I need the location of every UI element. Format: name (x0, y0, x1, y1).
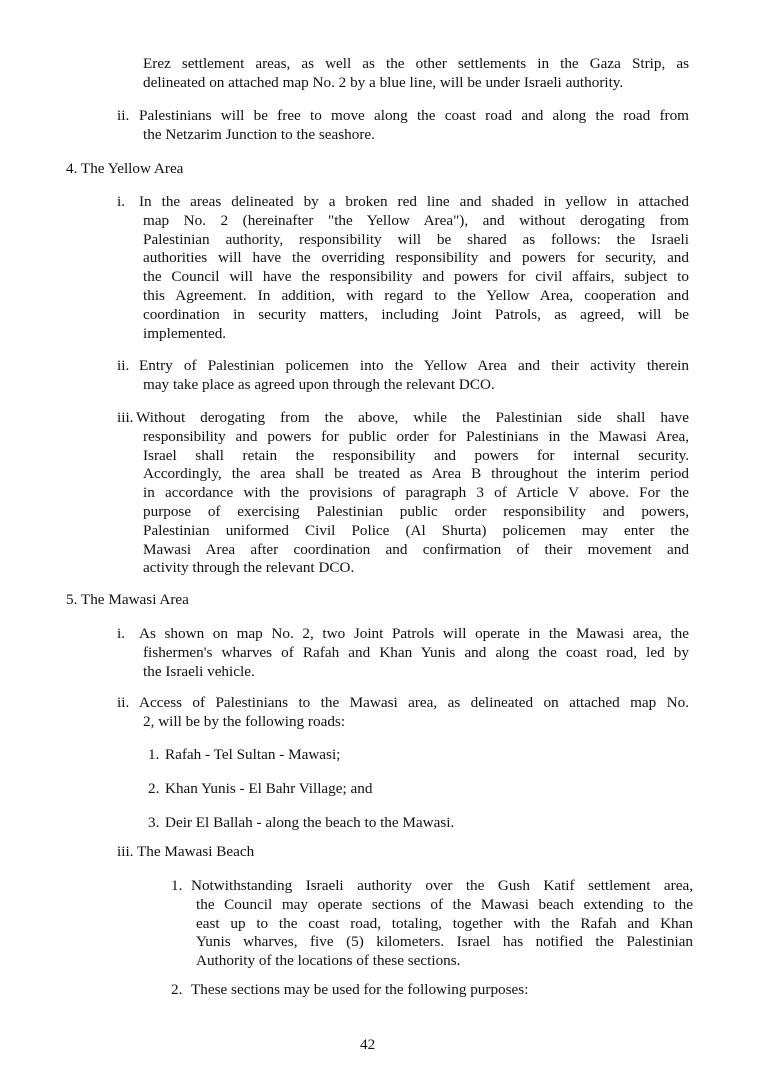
paragraph-line: the Israeli vehicle. (143, 662, 255, 680)
paragraph-line: Yunis wharves, five (5) kilometers. Israel has notified the Palestinian (196, 933, 693, 951)
paragraph-line: Authority of the locations of these sections. (196, 952, 461, 970)
paragraph-line: authorities will have the overriding responsibility and powers for security, and (143, 249, 689, 267)
paragraph-line: Mawasi Area after coordination and confirmation of their movement and (143, 540, 689, 558)
continuation-paragraph (143, 55, 689, 93)
section-5-heading (66, 591, 189, 610)
section-marker: 4. (66, 160, 78, 177)
paragraph-line: in accordance with the provisions of paragraph 3 of Article V above. For the (143, 484, 689, 502)
road-marker: 2. (148, 780, 160, 797)
paragraph-line: In the areas delineated by a broken red line and shaded in yellow in attached (139, 193, 689, 210)
paragraph-line: responsibility and powers for public order for Palestinians in the Mawasi Area, (143, 427, 689, 445)
paragraph-line: east up to the coast road, totaling, together with the Rafah and Khan (196, 914, 693, 932)
item-ii-paragraph (139, 107, 689, 145)
yellow-area-item-i (139, 193, 689, 343)
item-marker: iii. (117, 409, 134, 426)
page-number: 42 (360, 1036, 376, 1053)
paragraph-line: fishermen's wharves of Rafah and Khan Yunis and along the coast road, led by (143, 643, 689, 661)
paragraph-line: Accordingly, the area shall be treated as Area B throughout the interim period (143, 465, 689, 483)
paragraph-line: Palestinians will be free to move along the coast road and along the road from (139, 107, 689, 124)
paragraph-line: coordination in security matters, including Joint Patrols, as agreed, will be (143, 305, 689, 323)
paragraph-line: Palestinian uniformed Civil Police (Al Shurta) policemen may enter the (143, 521, 689, 539)
mawasi-beach-subitem-1 (191, 877, 693, 971)
paragraph-line: delineated on attached map No. 2 by a blue line, will be under Israeli authority. (143, 73, 624, 91)
item-title: The Mawasi Beach (137, 843, 255, 860)
item-marker: i. (117, 193, 126, 210)
item-marker: ii. (117, 357, 130, 374)
yellow-area-item-ii (139, 357, 689, 395)
section-title: The Mawasi Area (80, 591, 189, 608)
paragraph-line: Erez settlement areas, as well as the other settlements in the Gaza Strip, as (143, 55, 689, 72)
paragraph-line: Access of Palestinians to the Mawasi area, as delineated on attached map No. (139, 694, 689, 711)
road-item: Rafah - Tel Sultan - Mawasi; (165, 746, 341, 763)
subitem-marker: 1. (171, 877, 183, 894)
item-marker: iii. (117, 843, 134, 860)
paragraph-line: implemented. (143, 324, 227, 342)
item-marker: ii. (117, 107, 130, 124)
paragraph-line: 2, will be by the following roads: (143, 712, 346, 730)
yellow-area-item-iii (136, 409, 689, 578)
mawasi-area-item-ii (139, 694, 689, 732)
paragraph-line: Israel shall retain the responsibility and powers for internal security. (143, 446, 689, 464)
subitem-marker: 2. (171, 981, 183, 998)
item-marker: i. (117, 625, 126, 642)
road-marker: 1. (148, 746, 160, 763)
paragraph-line: the Council may operate sections of the Mawasi beach extending to the (196, 895, 693, 913)
paragraph-line: may take place as agreed upon through the relevant DCO. (143, 375, 495, 393)
paragraph-line: this Agreement. In addition, with regard to the Yellow Area, cooperation and (143, 286, 689, 304)
section-4-heading (66, 160, 183, 179)
paragraph-line: the Netzarim Junction to the seashore. (143, 125, 375, 143)
paragraph-line: Palestinian authority, responsibility will be shared as follows: the Israeli (143, 230, 689, 248)
paragraph-line: purpose of exercising Palestinian public order responsibility and powers, (143, 502, 689, 520)
paragraph-line: activity through the relevant DCO. (143, 559, 355, 577)
paragraph-line: Notwithstanding Israeli authority over the Gush Katif settlement area, (191, 877, 693, 894)
road-item: Deir El Ballah - along the beach to the Mawasi. (165, 814, 455, 831)
mawasi-beach-subitem-2: These sections may be used for the following purposes: (191, 981, 529, 998)
mawasi-beach-heading (117, 843, 254, 862)
paragraph-line: Without derogating from the above, while the Palestinian side shall have (136, 409, 689, 426)
item-marker: ii. (117, 694, 130, 711)
road-marker: 3. (148, 814, 160, 831)
mawasi-area-item-i (139, 625, 689, 681)
road-item: Khan Yunis - El Bahr Village; and (165, 780, 373, 797)
paragraph-line: As shown on map No. 2, two Joint Patrols will operate in the Mawasi area, the (139, 625, 689, 642)
paragraph-line: map No. 2 (hereinafter "the Yellow Area"), and without derogating from (143, 211, 689, 229)
paragraph-line: the Council will have the responsibility and powers for civil affairs, subject to (143, 268, 689, 286)
section-marker: 5. (66, 591, 78, 608)
paragraph-line: Entry of Palestinian policemen into the Yellow Area and their activity therein (139, 357, 689, 374)
section-title: The Yellow Area (80, 160, 184, 177)
